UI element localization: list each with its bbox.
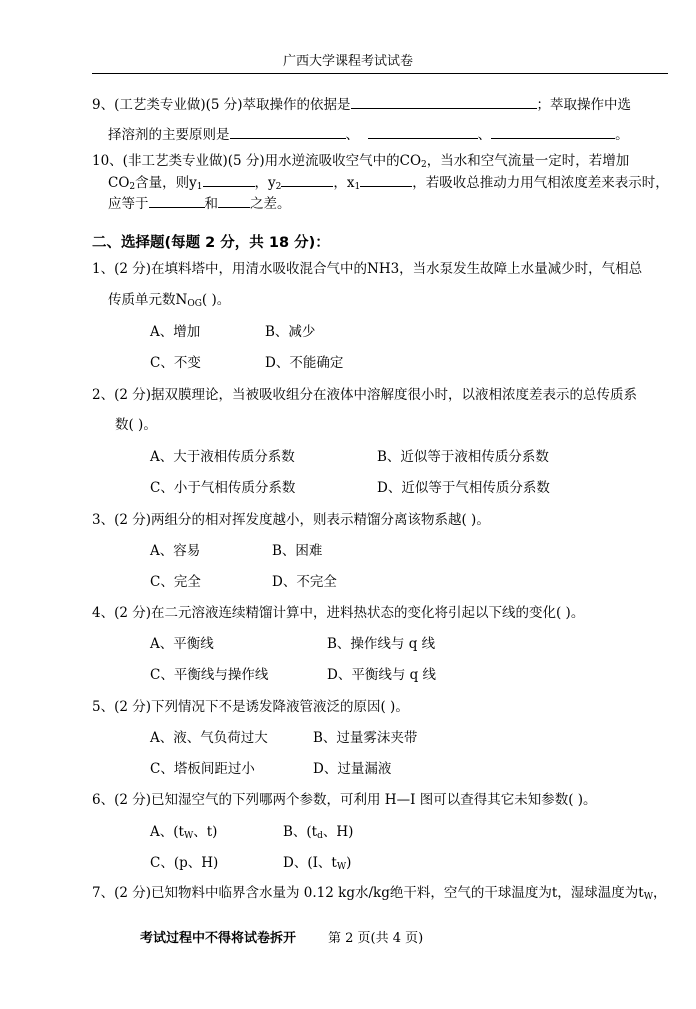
q6-d-text: D、(I、t: [283, 855, 337, 871]
question-3: 3、(2 分)两组分的相对挥发度越小，则表示精馏分离该物系越( )。: [92, 512, 490, 528]
q10-tail: ，若吸收总推动力用气相浓度差来表示时，: [412, 175, 669, 191]
q7-sub: W: [643, 892, 653, 902]
question-6: 6、(2 分)已知湿空气的下列哪两个参数，可利用 H—I 图可以查得其它未知参数( )。: [92, 792, 597, 808]
q1-paren: ( )。: [201, 292, 231, 308]
q10-line3: [108, 192, 291, 212]
question-1-line2: [108, 288, 230, 309]
q6-b-end: 、H): [322, 824, 354, 840]
q10-blank-x1[interactable]: [360, 174, 412, 187]
section-title: 二、选择题(每题 2 分，共 18 分)：: [92, 235, 330, 251]
q10-co2: CO: [108, 175, 130, 191]
q3-option-d[interactable]: D、不完全: [272, 574, 337, 590]
q6-a-text: A、(t: [150, 824, 184, 840]
q10-y1: 含量，则y: [135, 175, 197, 191]
q10-and: 和: [204, 196, 218, 212]
q10-line2: [108, 171, 669, 192]
q1-option-a[interactable]: A、增加: [150, 324, 201, 340]
q9-blank-2[interactable]: [230, 126, 346, 139]
q4-option-c[interactable]: C、平衡线与操作线: [150, 667, 269, 683]
q7-text: 7、(2 分)已知物料中临界含水量为 0.12 kg水/kg绝干料，空气的干球温度为t，湿球温度为t: [92, 885, 644, 901]
q6-option-c[interactable]: C、(p、H): [150, 855, 219, 871]
q5-option-d[interactable]: D、过量漏液: [313, 761, 392, 777]
q1-option-c[interactable]: C、不变: [150, 355, 201, 371]
q9-period: 。: [615, 127, 629, 143]
q6-d-end: ): [346, 855, 352, 871]
q1-option-d[interactable]: D、不能确定: [265, 355, 344, 371]
q10-y2: ，y: [254, 175, 276, 191]
q4-option-d[interactable]: D、平衡线与 q 线: [327, 667, 437, 683]
question-1: 1、(2 分)在填料塔中，用清水吸收混合气中的NH3，当水泵发生故障上水量减少时，气相总: [92, 261, 643, 277]
q10-sub: 2: [421, 160, 427, 170]
q6-option-d[interactable]: [283, 851, 351, 872]
footer-notice: 考试过程中不得将试卷拆开: [140, 931, 297, 946]
q7-end: ，: [652, 885, 667, 901]
q1-option-b[interactable]: B、减少: [265, 324, 316, 340]
q2-option-a[interactable]: A、大于液相传质分系数: [150, 449, 295, 465]
q10-blank-b[interactable]: [218, 195, 250, 208]
q5-option-c[interactable]: C、塔板间距过小: [150, 761, 255, 777]
q10-line1: [92, 149, 629, 170]
page-header-title: 广西大学课程考试试卷: [282, 54, 413, 69]
q10-rest: ，当水和空气流量一定时，若增加: [426, 153, 630, 169]
q9-line2: [108, 123, 629, 143]
q9-line1: [92, 93, 631, 113]
q5-option-a[interactable]: A、液、气负荷过大: [150, 730, 268, 746]
q6-option-b[interactable]: [283, 820, 353, 841]
q9-text-2: 择溶剂的主要原则是: [108, 127, 230, 143]
question-5: 5、(2 分)下列情况下不是诱发降液管液泛的原因( )。: [92, 699, 409, 715]
q6-a-sub: W: [183, 831, 194, 841]
q10-diff: 之差。: [250, 196, 291, 212]
header-rule: [92, 73, 668, 74]
q6-b-sub: d: [317, 831, 323, 841]
q10-x1-sub: 1: [354, 182, 361, 192]
question-7: [92, 881, 666, 902]
footer-page-number: 第 2 页(共 4 页): [328, 931, 424, 946]
q9-text: 9、(工艺类专业做)(5 分)萃取操作的依据是: [92, 97, 351, 113]
q10-equals: 应等于: [108, 196, 149, 212]
q10-y1-sub: 1: [196, 182, 203, 192]
question-4: 4、(2 分)在二元溶液连续精馏计算中，进料热状态的变化将引起以下线的变化( )。: [92, 605, 585, 621]
q10-blank-a[interactable]: [149, 195, 205, 208]
q6-b-text: B、(t: [283, 824, 318, 840]
q3-option-a[interactable]: A、容易: [150, 543, 201, 559]
q10-blank-y1[interactable]: [203, 174, 255, 187]
q3-option-b[interactable]: B、困难: [272, 543, 323, 559]
q9-blank-4[interactable]: [491, 126, 615, 139]
q9-blank-1[interactable]: [351, 96, 537, 109]
q2-option-b[interactable]: B、近似等于液相传质分系数: [377, 449, 549, 465]
q10-co2-sub: 2: [129, 182, 136, 192]
q10-x1: ，x: [333, 175, 355, 191]
q6-d-sub: W: [336, 862, 347, 872]
q9-sep: 、: [345, 127, 359, 143]
q9-blank-3[interactable]: [368, 126, 478, 139]
question-2-line2: 数( )。: [115, 417, 157, 433]
q2-option-d[interactable]: D、近似等于气相传质分系数: [377, 480, 550, 496]
q3-option-c[interactable]: C、完全: [150, 574, 201, 590]
q4-option-a[interactable]: A、平衡线: [150, 636, 214, 652]
q1-ntu: 传质单元数N: [108, 292, 188, 308]
q2-option-c[interactable]: C、小于气相传质分系数: [150, 480, 296, 496]
q10-blank-y2[interactable]: [281, 174, 333, 187]
q1-ntu-sub: OG: [187, 299, 202, 309]
q9-text-end: ；萃取操作中选: [536, 97, 632, 113]
q10-prefix: 10、(非工艺类专业做)(5 分)用水逆流吸收空气中的CO: [92, 153, 422, 169]
q4-option-b[interactable]: B、操作线与 q 线: [327, 636, 436, 652]
q10-y2-sub: 2: [275, 182, 282, 192]
q6-option-a[interactable]: [150, 820, 217, 841]
q6-a-end: 、t): [193, 824, 218, 840]
q9-sep: 、: [477, 127, 492, 143]
question-2: 2、(2 分)据双膜理论，当被吸收组分在液体中溶解度很小时，以液相浓度差表示的总传质系: [92, 387, 638, 403]
q5-option-b[interactable]: B、过量雾沫夹带: [313, 730, 418, 746]
